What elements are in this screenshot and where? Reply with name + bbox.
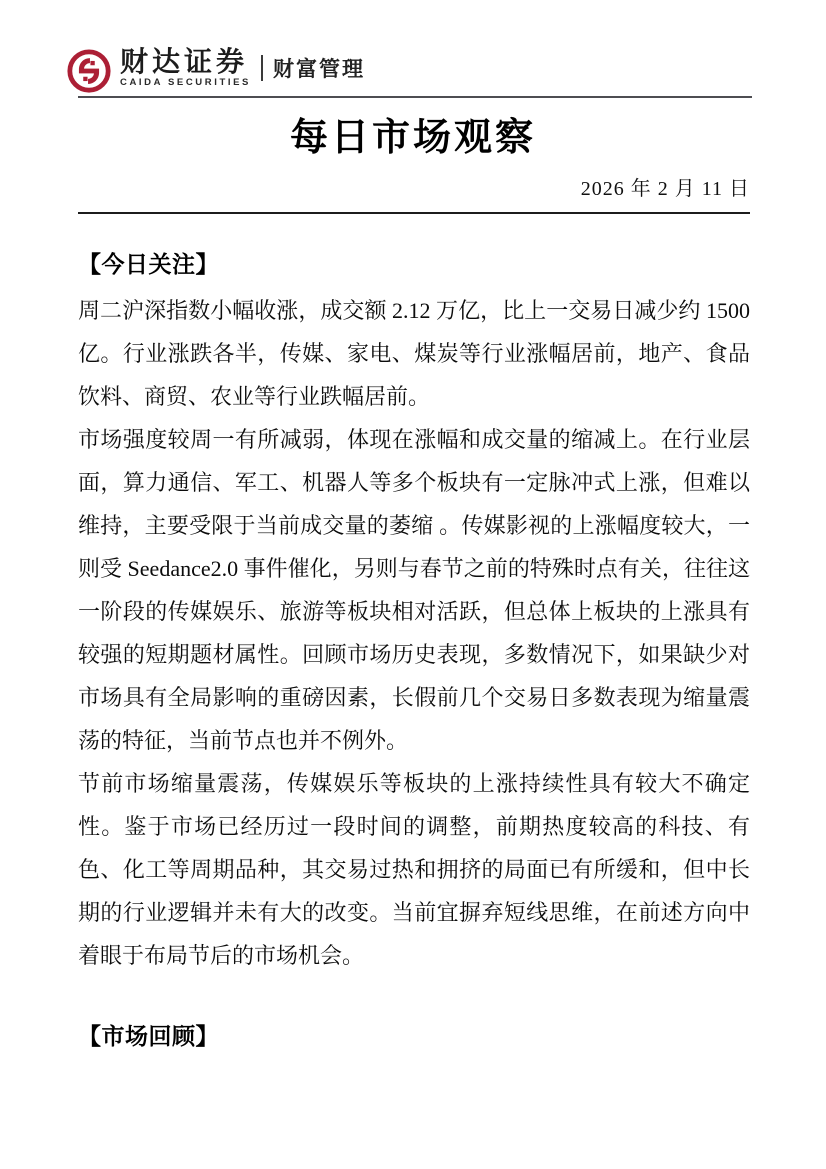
report-date: 2026 年 2 月 11 日 xyxy=(580,178,750,200)
section-heading-market-review: 【市场回顾】 xyxy=(78,1023,219,1049)
header-rule xyxy=(78,96,752,98)
paragraph-market-summary: 周二沪深指数小幅收涨，成交额 2.12 万亿，比上一交易日减少约 1500 亿。行业涨跌各半，传媒、家电、煤炭等行业涨幅居前，地产、食品饮料、商贸、农业等行业跌幅居前。 xyxy=(78,298,750,409)
paragraph-outlook: 节前市场缩量震荡，传媒娱乐等板块的上涨持续性具有较大不确定性。鉴于市场已经历过一段时间的调整，前期热度较高的科技、有色、化工等周期品种，其交易过热和拥挤的局面已有所缓和，但中长期的行业逻辑并未有大的改变。当前宜摒弃短线思维，在前述方向中着眼于布局节后的市场机会。 xyxy=(78,771,750,968)
brand-header xyxy=(66,47,365,94)
brand-name-en: CAIDA SECURITIES xyxy=(120,77,251,88)
paragraph-market-strength: 市场强度较周一有所减弱，体现在涨幅和成交量的缩减上。在行业层面，算力通信、军工、机器人等多个板块有一定脉冲式上涨，但难以维持，主要受限于当前成交量的萎缩 。传媒影视的上涨幅度较大，一则受 Seedance2.0 事件催化，另则与春节之前的特殊时点有关，往往这一阶段的传媒娱乐、旅游等板块相对活跃，但总体上板块的上涨具有较强的短期题材属性。回顾市场历史表现，多数情况下，如果缺少对市场具有全局影响的重磅因素，长假前几个交易日多数表现为缩量震荡的特征，当前节点也并不例外。 xyxy=(78,427,750,753)
brand-separator xyxy=(261,55,263,81)
brand-division-label: 财富管理 xyxy=(272,58,365,81)
page-title: 每日市场观察 xyxy=(289,117,536,159)
caida-logo-icon xyxy=(66,48,112,94)
section-heading-today-focus: 【今日关注】 xyxy=(78,251,219,277)
brand-name-cn: 财达证券 xyxy=(120,46,249,77)
brand-names xyxy=(120,47,251,89)
report-body xyxy=(78,249,750,1061)
date-rule xyxy=(78,212,750,214)
